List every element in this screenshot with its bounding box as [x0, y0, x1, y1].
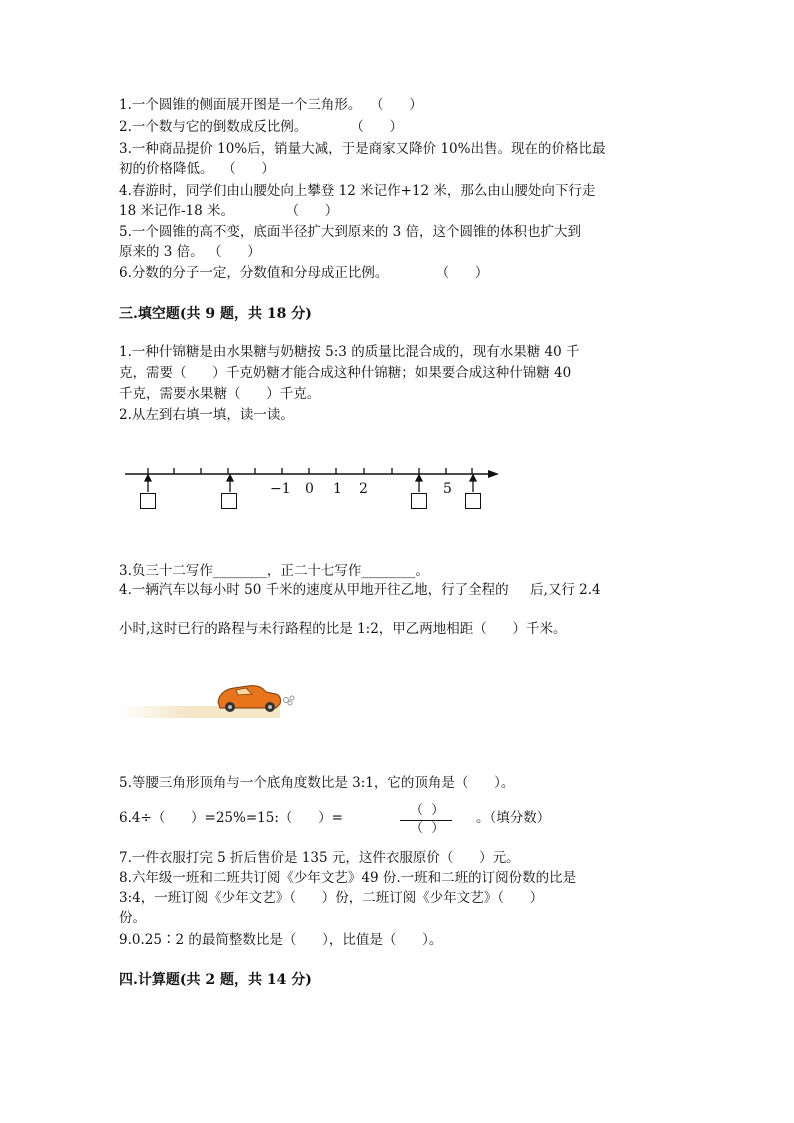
fill-q1-line2: 克，需要（ ）千克奶糖才能合成这种什锦糖；如果要合成这种什锦糖 40: [119, 365, 572, 381]
fill-q2: 2.从左到右填一填，读一读。: [119, 407, 294, 423]
judge-item-3-line2: 初的价格降低。 （ ）: [119, 161, 275, 177]
fill-q6-note: 。（填分数）: [476, 810, 551, 826]
judge-item-6: 6.分数的分子一定，分数值和分母成正比例。 （ ）: [119, 265, 489, 281]
judge-item-1: 1.一个圆锥的侧面展开图是一个三角形。 （ ）: [119, 97, 423, 113]
fill-q8-line1: 8.六年级一班和二班共订阅《少年文艺》49 份.一班和二班的订阅份数的比是: [119, 870, 577, 886]
arrow-up-icon: [470, 475, 476, 481]
exhaust-puff-icon: [284, 696, 295, 705]
fill-q4-line1: 4.一辆汽车以每小时 50 千米的速度从甲地开往乙地，行了全程的 后,又行 2.4: [119, 582, 601, 598]
answer-box-2[interactable]: [221, 493, 237, 509]
car-icon: [218, 686, 281, 712]
fill-q3: 3.负三十二写作________，正二十七写作________。: [119, 563, 429, 579]
fraction-denominator: （ ）: [410, 821, 445, 836]
arrow-up-icon: [227, 475, 233, 481]
fill-q1-line3: 千克，需要水果糖（ ）千克。: [119, 386, 321, 402]
fill-q1-line1: 1.一种什锦糖是由水果糖与奶糖按 5:3 的质量比混合成的，现有水果糖 40 千: [119, 344, 580, 360]
nl-label-1: 1: [333, 481, 342, 497]
pointer-arrows: [140, 474, 490, 494]
fill-q6-text: 6.4÷（ ）=25%=15:（ ）=: [119, 810, 343, 826]
fill-q9: 9.0.25∶2 的最简整数比是（ ），比值是（ ）。: [119, 932, 443, 948]
judge-item-5-line1: 5.一个圆锥的高不变，底面半径扩大到原来的 3 倍，这个圆锥的体积也扩大到: [119, 224, 582, 240]
section3-heading: 三.填空题(共 9 题，共 18 分): [119, 306, 312, 322]
nl-label-neg1: −1: [270, 481, 291, 497]
judge-item-5-line2: 原来的 3 倍。 （ ）: [119, 244, 261, 260]
judge-item-2: 2.一个数与它的倒数成反比例。 （ ）: [119, 119, 404, 135]
fill-q5: 5.等腰三角形顶角与一个底角度数比是 3:1，它的顶角是（ ）。: [119, 775, 515, 791]
section4-heading: 四.计算题(共 2 题，共 14 分): [119, 972, 312, 988]
fill-q8-line2: 3:4，一班订阅《少年文艺》（ ）份，二班订阅《少年文艺》（ ）: [119, 890, 544, 906]
answer-box-1[interactable]: [140, 493, 156, 509]
nl-label-5: 5: [443, 481, 452, 497]
judge-item-4-line2: 18 米记作-18 米。 （ ）: [119, 203, 339, 219]
arrow-up-icon: [145, 475, 151, 481]
nl-label-2: 2: [359, 481, 368, 497]
answer-box-4[interactable]: [465, 493, 481, 509]
fill-q8-line3: 份。: [119, 910, 146, 926]
fill-q7: 7.一件衣服打完 5 折后售价是 135 元，这件衣服原价（ ）元。: [119, 850, 520, 866]
answer-box-3[interactable]: [411, 493, 427, 509]
judge-item-3-line1: 3.一种商品提价 10%后，销量大减，于是商家又降价 10%出售。现在的价格比最: [119, 141, 606, 157]
judge-item-4-line1: 4.春游时，同学们由山腰处向上攀登 12 米记作+12 米，那么由山腰处向下行走: [119, 183, 596, 199]
arrow-up-icon: [416, 475, 422, 481]
car-illustration: [120, 678, 300, 722]
nl-label-0: 0: [305, 481, 314, 497]
fill-q4-line2: 小时,这时已行的路程与未行路程的比是 1:2，甲乙两地相距（ ）千米。: [119, 621, 567, 637]
fraction-numerator: （ ）: [410, 803, 445, 818]
